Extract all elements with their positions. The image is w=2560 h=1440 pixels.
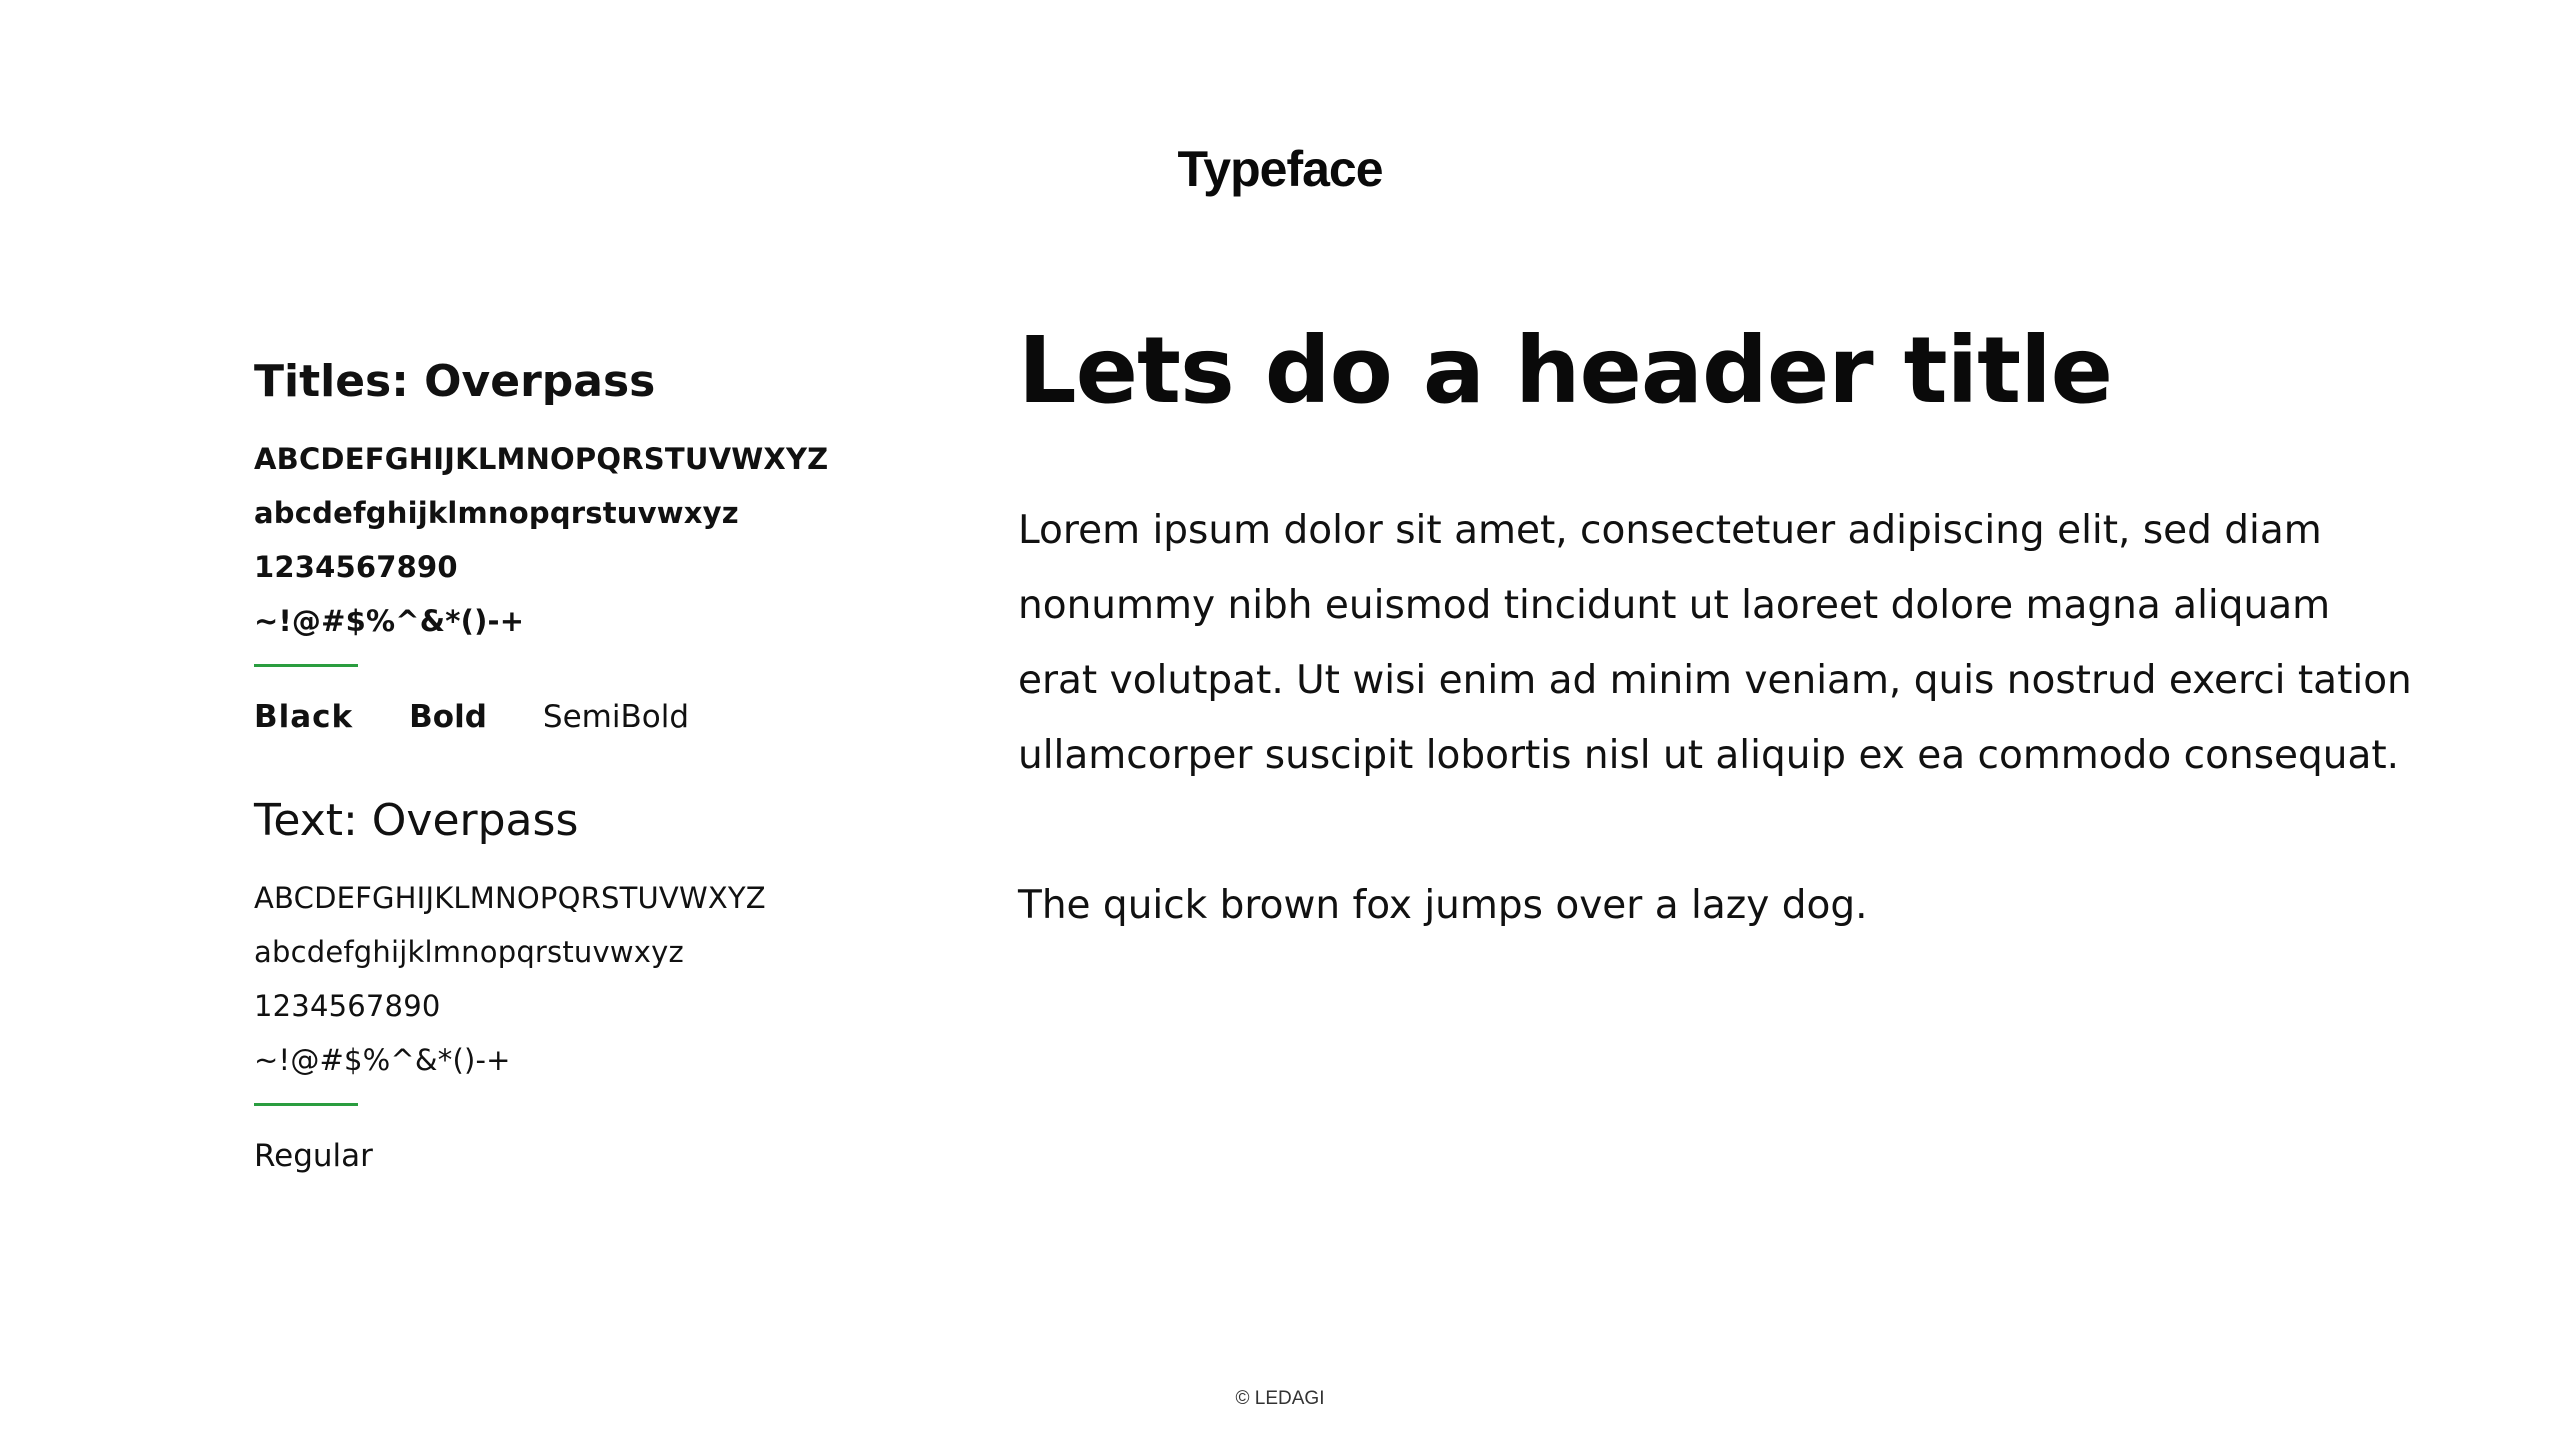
- titles-heading: Titles: Overpass: [254, 356, 656, 407]
- footer-copyright: © LEDAGI: [1235, 1388, 1325, 1409]
- titles-weights: [254, 697, 1014, 737]
- sample-body-text: Lorem ipsum dolor sit amet, consectetuer adipiscing elit, sed diam nonummy nibh euismod tincidunt ut laoreet dolore magna aliquam erat volutpat. Ut wisi enim ad minim veniam, quis nostrud exerci tation ullamcorper suscipit lobortis nisl ut aliquip ex ea commodo consequat.: [1018, 508, 2412, 779]
- titles-divider: [254, 664, 358, 667]
- text-heading: Text: Overpass: [254, 795, 579, 846]
- weight-bold: Bold: [409, 699, 487, 735]
- type-sample: [1018, 317, 2418, 943]
- font-specimens: [254, 356, 1014, 1176]
- page-title: Typeface: [1177, 141, 1383, 197]
- text-uppercase: ABCDEFGHIJKLMNOPQRSTUVWXYZ: [254, 881, 766, 915]
- titles-digits: 1234567890: [254, 550, 458, 584]
- titles-uppercase: ABCDEFGHIJKLMNOPQRSTUVWXYZ: [254, 442, 829, 476]
- weight-semibold: SemiBold: [542, 699, 690, 735]
- text-lowercase: abcdefghijklmnopqrstuvwxyz: [254, 935, 684, 969]
- sample-header-title: Lets do a header title: [1018, 317, 2113, 424]
- text-weights: [254, 1136, 1014, 1176]
- text-specimen: [254, 795, 1014, 1176]
- titles-specimen: [254, 356, 1014, 737]
- weight-regular: Regular: [254, 1138, 373, 1174]
- text-digits: 1234567890: [254, 989, 441, 1023]
- titles-symbols: ~!@#$%^&*()-+: [254, 604, 525, 638]
- weight-black: Black: [254, 699, 354, 735]
- titles-lowercase: abcdefghijklmnopqrstuvwxyz: [254, 496, 739, 530]
- sample-pangram: The quick brown fox jumps over a lazy dog.: [1018, 883, 1868, 929]
- text-divider: [254, 1103, 358, 1106]
- text-symbols: ~!@#$%^&*()-+: [254, 1043, 511, 1077]
